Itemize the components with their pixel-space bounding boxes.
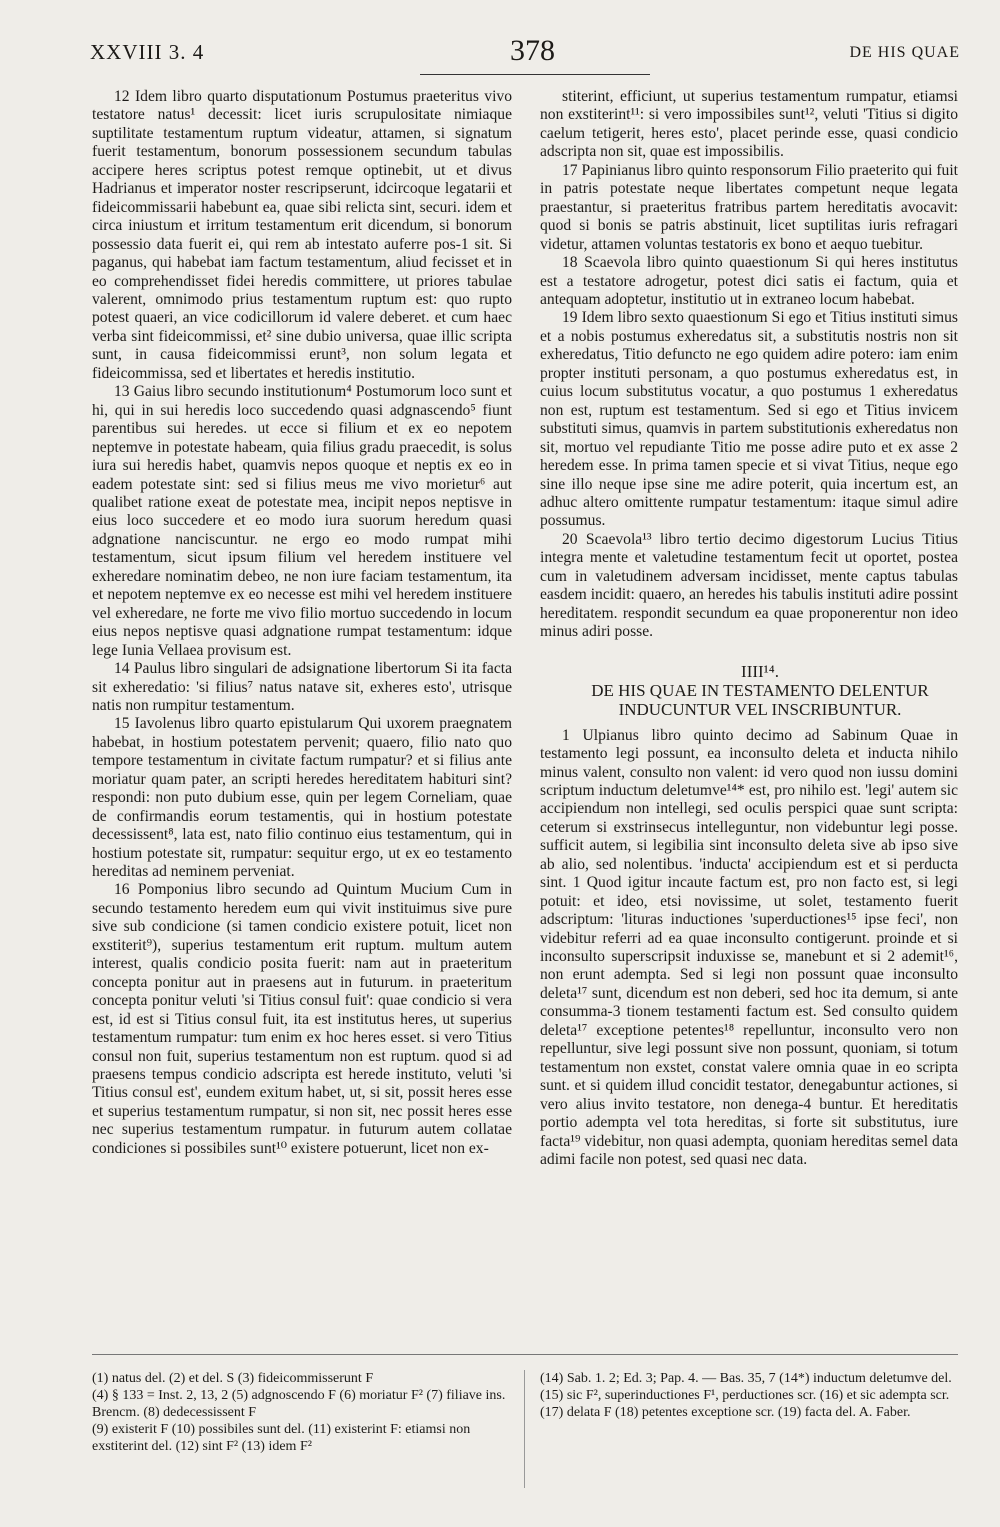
fragment-12: 12 Idem libro quarto disputationum Postumus praeteritus vivo testatore natus¹ decessit: licet iuris scrupulositate nimiaque suptilitate testamentum ruptum videatur, attamen, si signatum fuerit testamentum, bonorum possessionem secundum tabulas accipere heres scriptus potest remque optinebit, ut et divus Hadrianus et imperator noster rescripserunt, idcircoque legatarii et fideicommissarii habebunt ea, quae sibi relicta sint, securi. idem et circa iniustum et irritum testamentum erit dicendum, si bonorum possessio data fuerit ei, qui rem ab intestato auferre pos-1 sit. Si paganus, qui habebat iam factum testamentum, aliud fecisset et in eo comprehendisset fidei heredis committere, ut priores tabulae valerent, omnimodo prius testamentum ruptum est: quo rupto potest quaeri, an vice codicillorum id valere deberet. et cum haec verba sint fideicommissi, et² sine dubio universa, quae illic scripta sunt, in causa fideicommissi erunt³, non solum legata et fideicommissa, sed et libertates et heredis institutio. bbox=[92, 88, 512, 382]
page-number: 378 bbox=[510, 34, 555, 67]
fragment-13: 13 Gaius libro secundo institutionum⁴ Postumorum loco sunt et hi, qui in sui heredis loco succedendo quasi adgnascendo⁵ fiunt parentibus sui heredes. ut ecce si filium et ex eo nepotem neptemve in potestate habeam, quia filius gradu praecedit, is solus iura sui heredis habet, quamvis nepos quoque et neptis ex eo in eadem potestate sint: sed si filius meus me vivo morietur⁶ aut qualibet ratione exeat de potestate mea, incipit nepos neptisve in eius loco succedere et eo modo iura suorum heredum quasi adgnatione nanciscuntur. ne ergo eo modo rumpat mihi testamentum, sicut ipsum filium vel heredem instituere vel exheredare nominatim debeo, ne non iure faciam testamentum, ita et nepotem neptemve ex eo necesse est mihi vel heredem instituere vel exheredare, ne forte me vivo filio mortuo succedendo in locum eius nepos neptisve quasi adgnatione rumpat testamentum: idque lege Iunia Vellaea provisum est. bbox=[92, 383, 512, 659]
title-heading-line1: DE HIS QUAE IN TESTAMENTO DELENTUR bbox=[591, 680, 929, 700]
running-header bbox=[90, 34, 960, 74]
left-column bbox=[92, 88, 512, 1157]
footnote-line: (4) § 133 = Inst. 2, 13, 2 (5) adgnoscendo F (6) moriatur F² (7) filiave ins. Brencm. (8) dedecessissent F bbox=[92, 1388, 506, 1420]
fragment-15: 15 Iavolenus libro quarto epistularum Qui uxorem praegnatem habebat, in hostium potestatem pervenit; quaero, filio nato quo tempore testamentum in civitate factum rumpatur? et si filius ante moriatur quam pater, an scripti heredes hereditatem habituri sint? respondi: non puto dubium esse, quin per legem Corneliam, quae de confirmandis eorum testamentis, qui in hostium potestate decessissent⁸, lata est, nato filio continuo eius testamentum, qui in hostium potestate sit, rumpatur: sequitur ergo, ut ex eo testamento hereditas ad neminem perveniat. bbox=[92, 715, 512, 881]
right-column bbox=[540, 88, 958, 1169]
footnotes-right bbox=[540, 1370, 958, 1421]
header-rule bbox=[420, 74, 650, 75]
fragment-18: 18 Scaevola libro quinto quaestionum Si qui heres institutus est a testatore adrogetur, potest dici satis ei factum, quia et antequam adoptetur, institutio ut in extraneo locum habebat. bbox=[540, 254, 958, 308]
footnote-line: (14) Sab. 1. 2; Ed. 3; Pap. 4. — Bas. 35, 7 (14*) inductum deletumve del. (15) sic F², superinductiones F¹, perductiones scr. (16) et sic adempta scr. (17) delata F (18) petentes exceptione scr. (19) facta del. A. Faber. bbox=[540, 1371, 952, 1420]
book-title-reference: XXVIII 3. 4 bbox=[90, 40, 205, 64]
title-heading-line2: INDUCUNTUR VEL INSCRIBUNTUR. bbox=[618, 699, 902, 719]
fragment-20: 20 Scaevola¹³ libro tertio decimo digestorum Lucius Titius integra mente et valetudine testamentum fecit ut oportet, postea cum in valetudinem adversam incidisset, mente captus tabulas easdem incidit: quaero, an heredes his tabulis instituti adire possint hereditatem. respondit secundum ea quae proponerentur non ideo minus adiri posse. bbox=[540, 530, 958, 641]
footnote-rule bbox=[92, 1354, 958, 1355]
fragment-16-continued: stiterint, efficiunt, ut superius testamentum rumpatur, etiamsi non exstiterint¹¹: si vero impossibiles sunt¹², veluti 'Titius si digito caelum tetigerit, heres esto', placet perinde esse, quasi condicio adscripta non sit, quae est impossibilis. bbox=[540, 88, 958, 161]
footnote-line: (9) existerit F (10) possibiles sunt del. (11) existerint F: etiamsi non exstiterint del. (12) sint F² (13) idem F² bbox=[92, 1422, 471, 1454]
fragment-4-1: 1 Ulpianus libro quinto decimo ad Sabinum Quae in testamento legi possunt, ea inconsulto deleta et inducta nihilo minus valent, consulto non valent: id vero quod non iussu domini scriptum inductum deletumve¹⁴* est, pro nihilo est. 'legi' autem sic accipiendum non intellegi, sed oculis perspici quae sunt scripta: ceterum si exstrinsecus intelleguntur, non videbuntur legi posse. sufficit autem, si legibilia sint inconsulto deleta sive ab ipso sive ab alio, sed nolentibus. 'inducta' accipiendum est et si perducta sint. 1 Quod igitur incaute factum est, pro non facto est, si legi potuit: et ideo, etsi novissime, ut solet, testamento fuerit adscriptum: 'lituras inductiones 'superductiones¹⁵ ipse feci', non videbitur referri ad ea quae inconsulto contigerunt. proinde et si inconsulto superscripsit induxisse se, manebunt et si 2 ademit¹⁶, non erunt adempta. Sed si legi non possunt quae inconsulto deleta¹⁷ sunt, dicendum est non deberi, sed hoc ita demum, si ante consumma-3 tionem testamenti factum est. Sed consulto quidem deleta¹⁷ exceptione petentes¹⁸ repelluntur, inconsulto vero non repelluntur, sive legi possunt sive non possunt, quoniam, si totum testamentum non exstet, constat valere omnia quae in eo scripta sunt. et si quidem illud concidit testator, denegabuntur actiones, si vero alius invito testatore, non denega-4 buntur. Et hereditatis portio adempta vel tota hereditas, si forte sit substitutus, iure facta¹⁹ videbitur, non quasi adempta, quoniam hereditas semel data adimi facile non potest, sed quasi nec data. bbox=[540, 726, 958, 1169]
fragment-14: 14 Paulus libro singulari de adsignatione libertorum Si ita facta sit exheredatio: 'si filius⁷ natus natave sit, exheres esto', utrisque natis non rumpitur testamentum. bbox=[92, 660, 512, 714]
footnote-divider bbox=[524, 1370, 525, 1488]
fragment-16: 16 Pomponius libro secundo ad Quintum Mucium Cum in secundo testamento heredem eum qui vivit instituimus sive pure sive sub condicione (si tamen condicio existere potuit, licet non exstiterit⁹), superius testamentum erit ruptum. multum autem interest, qualis condicio posita fuerit: nam aut in praeteritum concepta ponitur aut in praesens aut in futurum. in praeteritum concepta ponitur veluti 'si Titius consul fuit': quae condicio si vera est, id est si Titius consul fuit, ita est institutus heres, ut superius testamentum rumpatur: tum enim ex hoc heres esset. si vero Titius consul non fuit, superius testamentum non est ruptum. quod si ad praesens tempus condicio adscripta est herede instituto, veluti 'si Titius consul est', eundem exitum habet, ut, si sit, possit heres esse et superius testamentum rumpatur, si non sit, nec possit heres esse nec superius testamentum rumpatur. in futurum autem collatae condiciones si possibiles sunt¹⁰ existere potuerunt, licet non ex- bbox=[92, 881, 512, 1157]
title-number: IIII¹⁴. bbox=[741, 661, 779, 681]
fragment-17: 17 Papinianus libro quinto responsorum Filio praeterito qui fuit in patris potestate neque libertates competunt neque legata praestantur, si praeteritus fratribus partem hereditatis avocavit: quod si bonis se patris abstinuit, licet suptilitas iuris refragari videtur, attamen voluntas testatoris ex bono et aequo tuebitur. bbox=[540, 161, 958, 253]
fragment-19: 19 Idem libro sexto quaestionum Si ego et Titius instituti simus et a nobis postumus exheredatus sit, a substitutis nostris non sit exheredatus, Titio defuncto ne ego quidem adire potero: iam enim propter instituti personam, a quo postumus exheredatus est, in cuius locum substitutus vocatur, a quo postumus 1 exheredatus non est, ruptum est testamentum. Sed si ego et Titius invicem substituti simus, quamvis in partem substitutionis exheredatus non sit, mortuo vel repudiante Titio me posse adire puto et ex asse 2 heredem esse. In prima tamen specie et si vivat Titius, neque ego sine illo neque ipse sine me adire poterit, quia incertum est, an adhuc altero omittente rumpatur testamentum: itaque simul adire possumus. bbox=[540, 309, 958, 530]
running-title: DE HIS QUAE bbox=[849, 44, 960, 61]
footnotes-left bbox=[92, 1370, 512, 1455]
footnote-line: (1) natus del. (2) et del. S (3) fideicommisserunt F bbox=[92, 1371, 374, 1386]
